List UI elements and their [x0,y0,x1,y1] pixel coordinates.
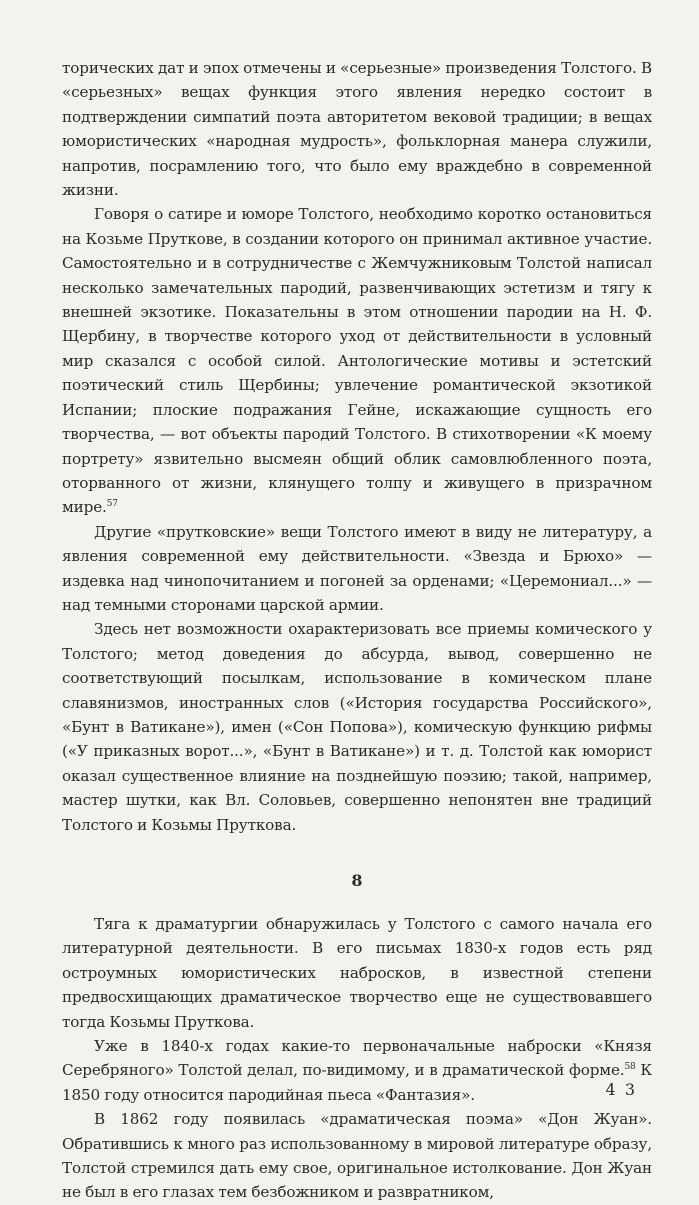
paragraph-2 [62,202,652,519]
paragraph-6-text: Уже в 1840-х годах какие-то первоначальные наброски «Князя Серебряного» Толстой делал, по-видимому, и в драматической форме. [62,1037,652,1080]
page-body [62,56,652,1205]
footnote-ref-58[interactable]: 58 [624,1062,636,1073]
paragraph-3: Другие «прутковские» вещи Толстого имеют в виду не литературу, а явления современной ему действительности. «Звезда и Брюхо» — издевка над чинопочитанием и погоней за орденами; «Церемониал...» — над темными сторонами царской армии. [62,522,652,614]
footnote-ref-57[interactable]: 57 [106,499,118,510]
paragraph-6-tail: К 1850 году относится пародийная пьеса «Фантазия». [62,1061,652,1104]
section-number: 8 [351,871,363,890]
page-number: 4 3 [605,1080,637,1099]
paragraph-5: Тяга к драматургии обнаружилась у Толстого с самого начала его литературной деятельности. В его письмах 1830-х годов есть ряд остроумных юмористических набросков, в известной степени предвосхищающих драматическое творчество еще не существовавшего тогда Козьмы Пруткова. [62,915,652,1031]
paragraph-6 [62,1034,652,1107]
paragraph-4: Здесь нет возможности охарактеризовать все приемы комического у Толстого; метод доведения до абсурда, вывод, совершенно не соответствующий посылкам, использование в комическом плане славянизмов, иностранных слов («История государства Российского», «Бунт в Ватикане»), имен («Сон Попова»), комическую функцию рифмы («У приказных ворот...», «Бунт в Ватикане») и т. д. Толстой как юморист оказал существенное влияние на позднейшую поэзию; такой, например, мастер шутки, как Вл. Соловьев, совершенно непонятен вне традиций Толстого и Козьмы Пруткова. [62,620,652,834]
paragraph-2-text: Говоря о сатире и юморе Толстого, необходимо коротко остановиться на Козьме Пруткове, в создании которого он принимал активное участие. Самостоятельно и в сотрудничестве с Жемчужниковым Толстой написал несколько замечательных пародий, развенчивающих эстетизм и тягу к внешней экзотике. Показательны в этом отношении пародии на Н. Ф. Щербину, в творчестве которого уход от действительности в условный мир сказался с особой силой. Антологические мотивы и эстетский поэтический стиль Щербины; увлечение романтической экзотикой Испании; плоские подражания Гейне, искажающие сущность его творчества, — вот объекты пародий Толстого. В стихотворении «К моему портрету» язвительно высмеян общий облик самовлюбленного поэта, оторванного от жизни, клянущего толпу и живущего в призрачном мире. [62,205,652,517]
paragraph-7: В 1862 году появилась «драматическая поэма» «Дон Жуан». Обратившись к много раз использованному в мировой литературе образу, Толстой стремился дать ему свое, оригинальное истолкование. Дон Жуан не был в его глазах тем безбожником и развратником, [62,1110,652,1202]
paragraph-1: торических дат и эпох отмечены и «серьезные» произведения Толстого. В «серьезных» вещах функция этого явления нередко состоит в подтверждении симпатий поэта авторитетом вековой традиции; в вещах юмористических «народная мудрость», фольклорная манера служили, напротив, посрамлению того, что было ему враждебно в современной жизни. [62,59,652,200]
